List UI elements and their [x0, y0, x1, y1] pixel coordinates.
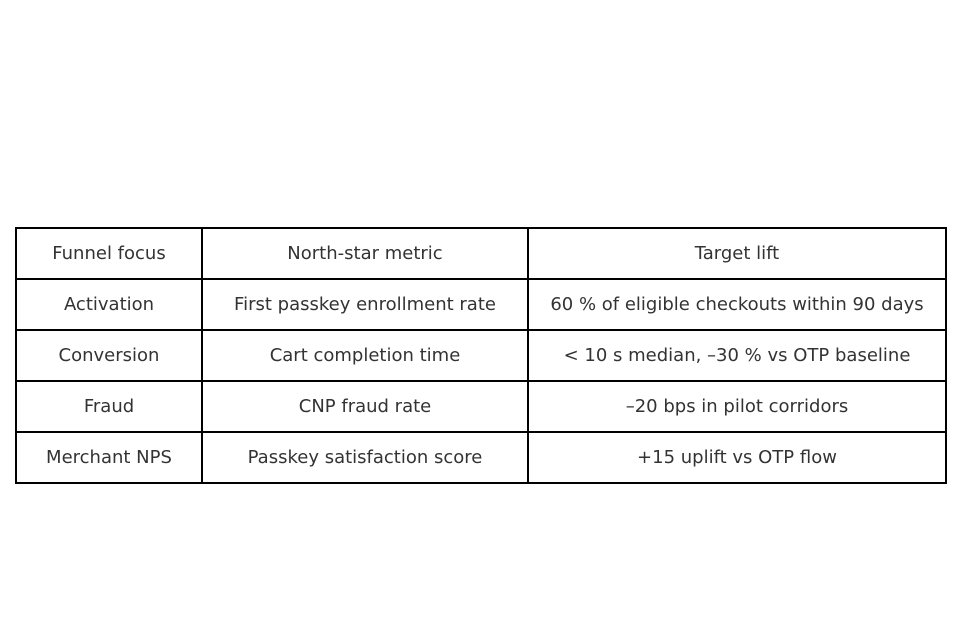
table-header-row	[16, 228, 946, 279]
cell-funnel-focus: Fraud	[16, 381, 202, 432]
table-row	[16, 432, 946, 483]
cell-target-lift: +15 uplift vs OTP flow	[528, 432, 946, 483]
cell-funnel-focus: Conversion	[16, 330, 202, 381]
cell-north-star-metric: Passkey satisfaction score	[202, 432, 528, 483]
table-row	[16, 381, 946, 432]
metrics-table	[15, 227, 947, 484]
header-funnel-focus: Funnel focus	[16, 228, 202, 279]
table-row	[16, 330, 946, 381]
cell-funnel-focus: Merchant NPS	[16, 432, 202, 483]
cell-north-star-metric: Cart completion time	[202, 330, 528, 381]
cell-funnel-focus: Activation	[16, 279, 202, 330]
cell-north-star-metric: First passkey enrollment rate	[202, 279, 528, 330]
table-row	[16, 279, 946, 330]
cell-target-lift: < 10 s median, –30 % vs OTP baseline	[528, 330, 946, 381]
cell-target-lift: –20 bps in pilot corridors	[528, 381, 946, 432]
header-target-lift: Target lift	[528, 228, 946, 279]
cell-target-lift: 60 % of eligible checkouts within 90 days	[528, 279, 946, 330]
cell-north-star-metric: CNP fraud rate	[202, 381, 528, 432]
header-north-star-metric: North-star metric	[202, 228, 528, 279]
